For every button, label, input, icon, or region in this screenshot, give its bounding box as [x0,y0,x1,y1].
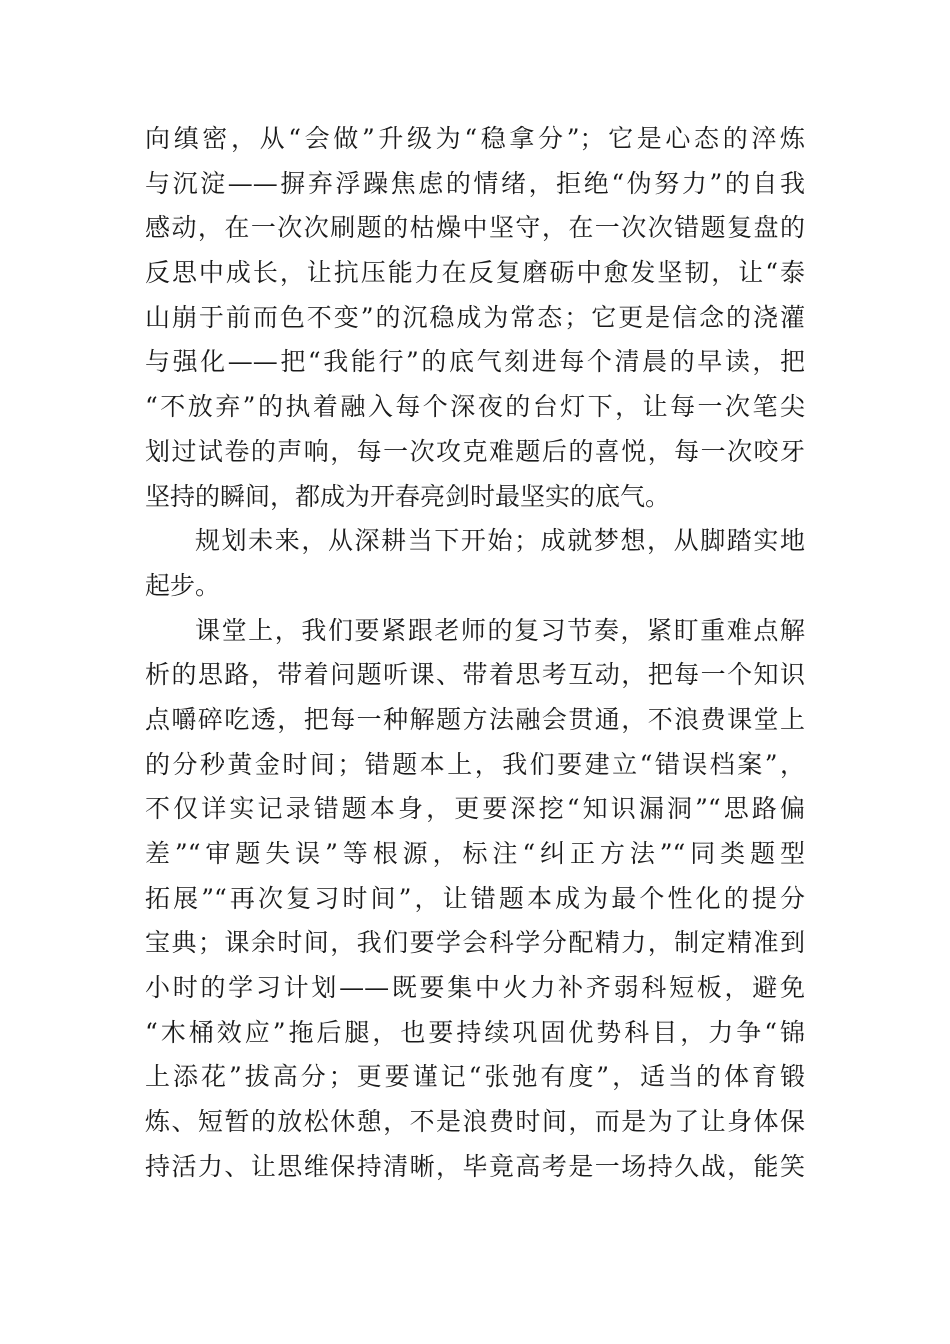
text-line: 坚持的瞬间，都成为开春亮剑时最坚实的底气。 [145,481,671,511]
text-line: 的分秒黄金时间；错题本上，我们要建立“错误档案”， [145,749,805,779]
text-line: 向缜密，从“会做”升级为“稳拿分”；它是心态的淬炼 [145,124,805,153]
paragraph-1 [145,117,805,519]
text-line: 反思中成长，让抗压能力在反复磨砺中愈发坚韧，让“泰 [145,258,805,288]
paragraph-3 [145,609,805,1190]
text-line: 小时的学习计划——既要集中火力补齐弱科短板，避免 [145,973,805,1003]
text-line: 感动，在一次次刷题的枯燥中坚守，在一次次错题复盘的 [145,213,805,243]
text-line: 上添花”拔高分；更要谨记“张弛有度”，适当的体育锻 [145,1062,805,1092]
text-line: 持活力、让思维保持清晰，毕竟高考是一场持久战，能笑 [145,1151,805,1181]
text-line: 炼、短暂的放松休憩，不是浪费时间，而是为了让身体保 [145,1107,805,1137]
text-line: “不放弃”的执着融入每个深夜的台灯下，让每一次笔尖 [145,392,805,422]
text-line: 点嚼碎吃透，把每一种解题方法融会贯通，不浪费课堂上 [145,704,805,734]
text-line: 析的思路，带着问题听课、带着思考互动，把每一个知识 [145,660,805,690]
text-line: 课堂上，我们要紧跟老师的复习节奏，紧盯重难点解 [195,615,805,645]
text-line: 不仅详实记录错题本身，更要深挖“知识漏洞”“思路偏 [145,794,805,824]
text-line: 起步。 [145,570,221,600]
text-line: 划过试卷的声响，每一次攻克难题后的喜悦，每一次咬牙 [145,436,805,466]
text-line: 宝典；课余时间，我们要学会科学分配精力，制定精准到 [145,928,805,958]
paragraph-2 [145,519,805,608]
body-text [145,117,805,1190]
text-line: 差”“审题失误”等根源，标注“纠正方法”“同类题型 [145,839,805,868]
text-line: 与沉淀——摒弃浮躁焦虑的情绪，拒绝“伪努力”的自我 [145,168,805,198]
text-line: “木桶效应”拖后腿，也要持续巩固优势科目，力争“锦 [145,1017,805,1047]
text-line: 与强化——把“我能行”的底气刻进每个清晨的早读，把 [145,347,805,377]
text-line: 山崩于前而色不变”的沉稳成为常态；它更是信念的浇灌 [145,302,805,332]
text-line: 规划未来，从深耕当下开始；成就梦想，从脚踏实地 [195,526,805,556]
text-line: 拓展”“再次复习时间”，让错题本成为最个性化的提分 [145,883,805,913]
